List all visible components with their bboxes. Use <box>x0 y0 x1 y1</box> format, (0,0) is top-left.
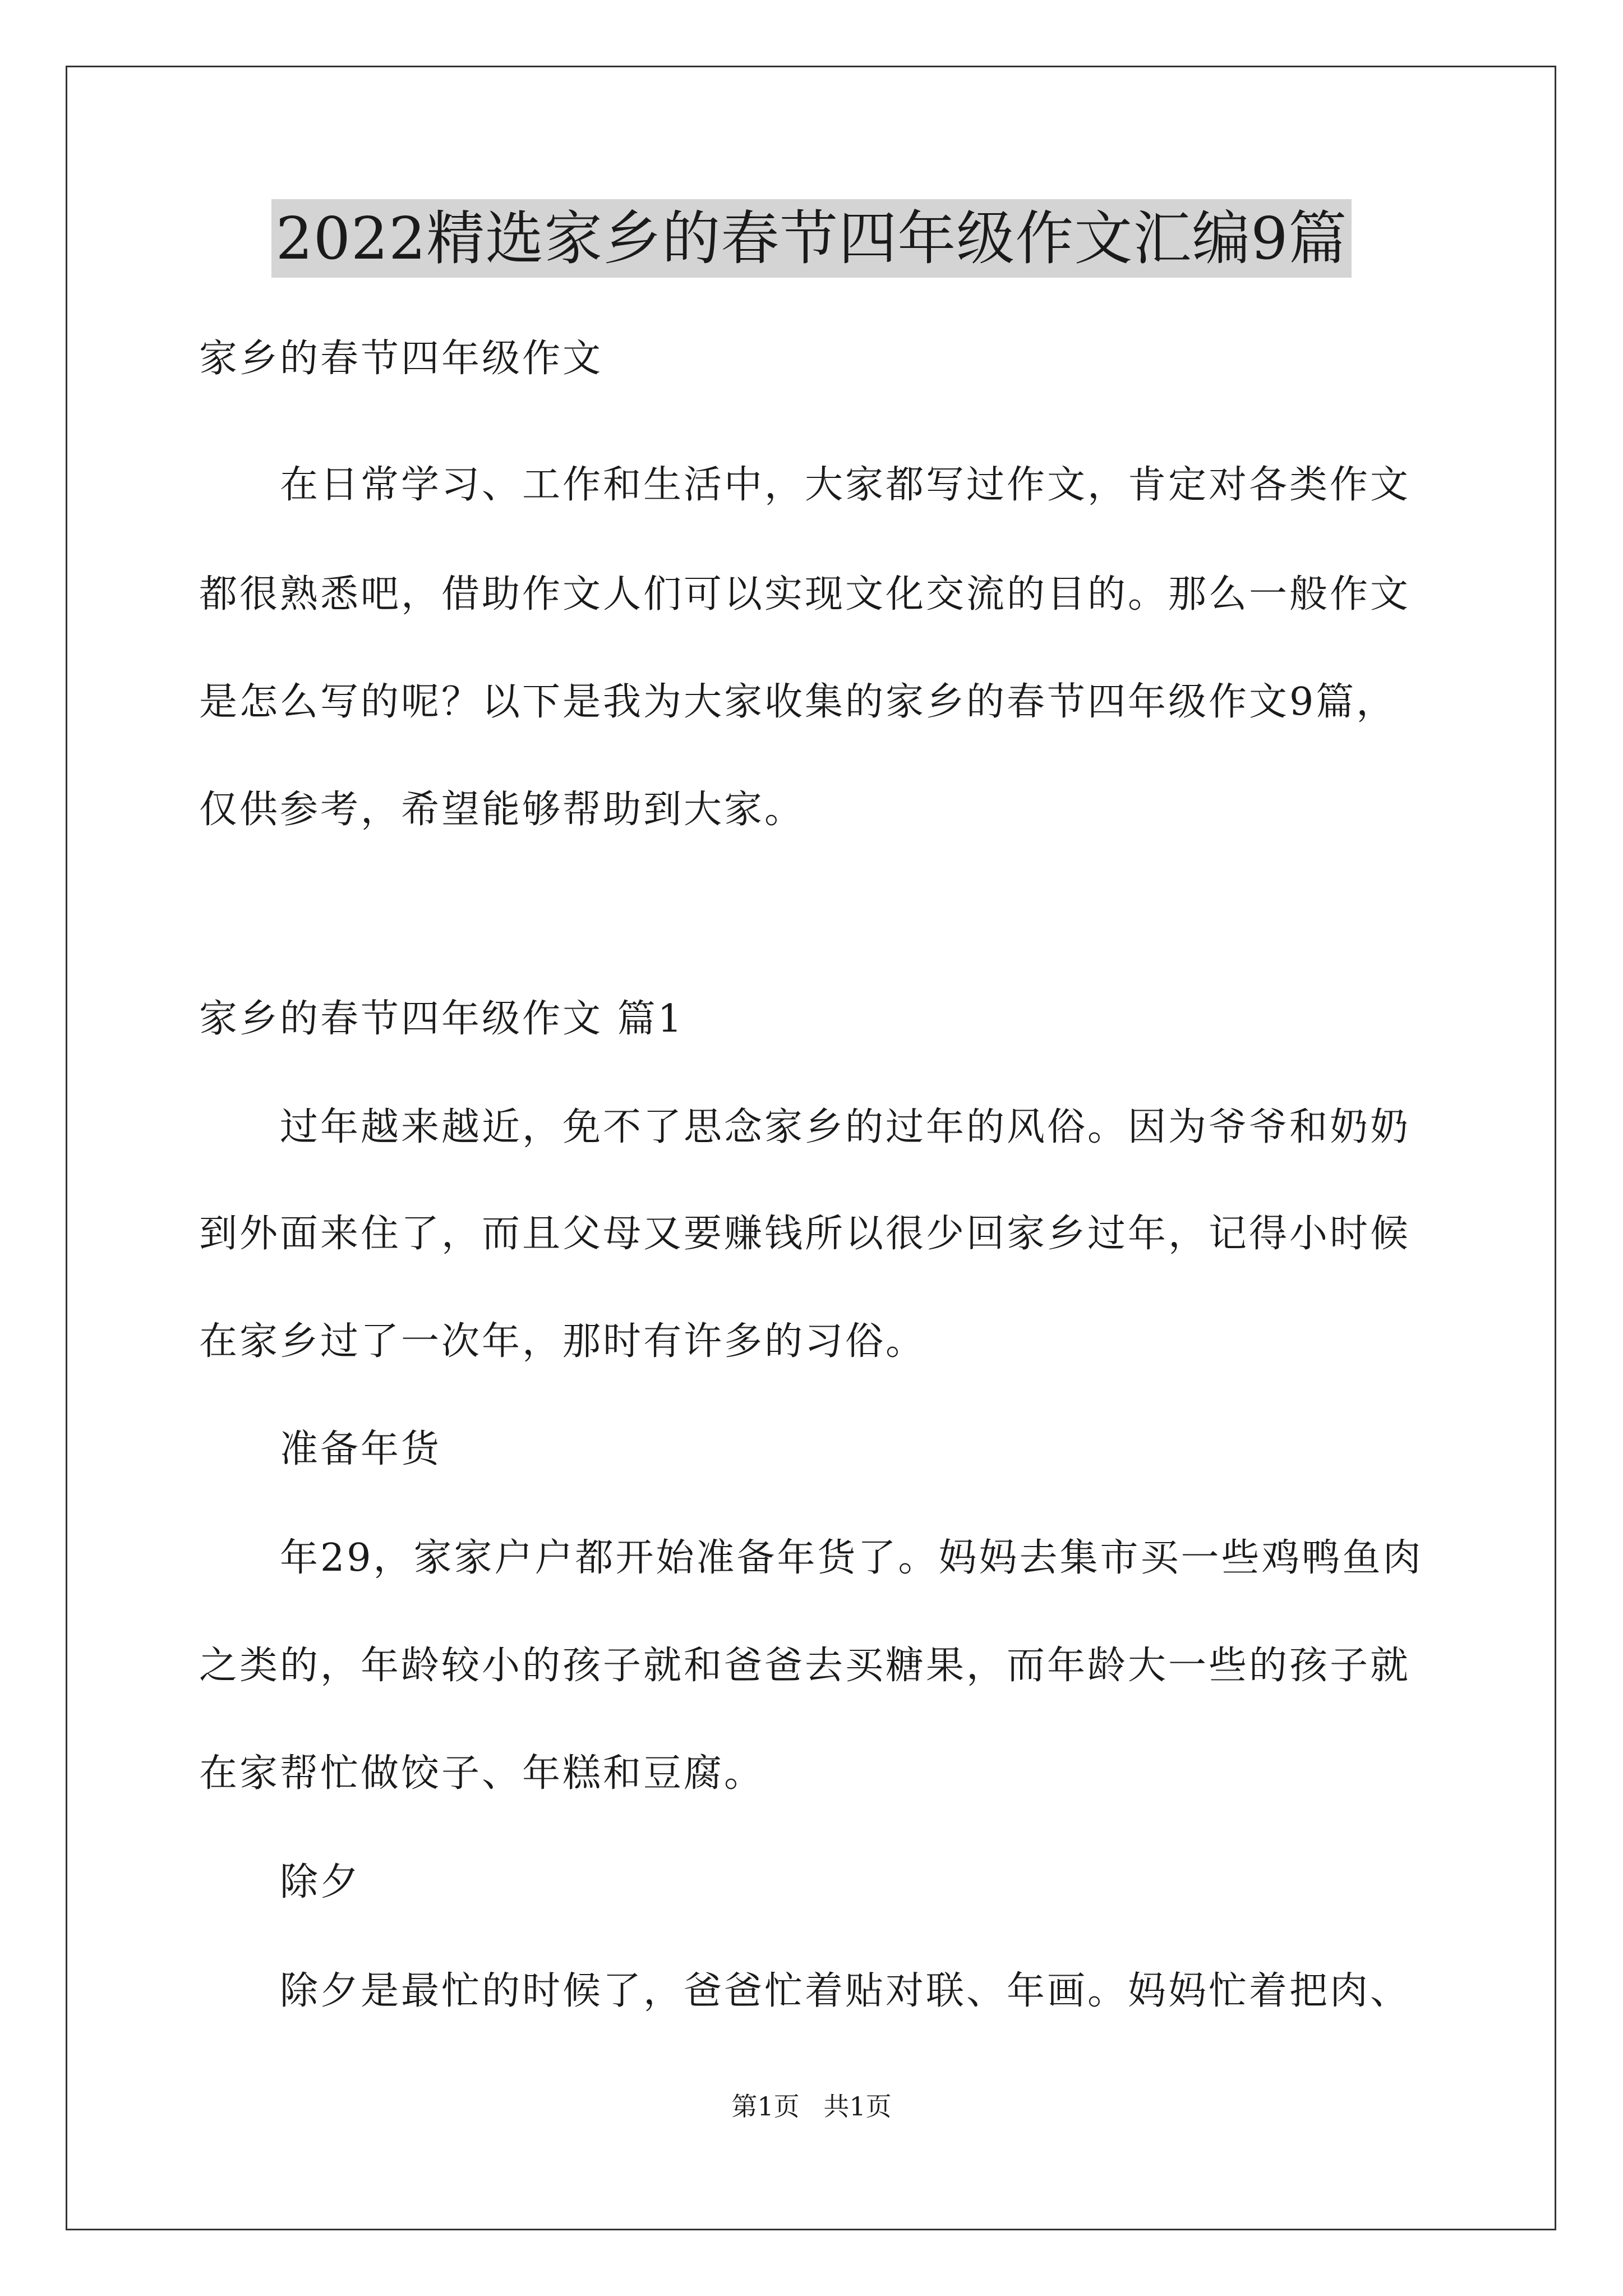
title-wrap <box>0 199 1623 278</box>
page-number: 第1页 <box>731 2091 800 2122</box>
paragraph-line: 年29，家家户户都开始准备年货了。妈妈去集市买一些鸡鸭鱼肉 <box>199 1536 1423 1580</box>
paragraph-line: 在日常学习、工作和生活中，大家都写过作文，肯定对各类作文 <box>199 463 1411 507</box>
paragraph-line: 在家乡过了一次年，那时有许多的习俗。 <box>199 1319 926 1364</box>
paragraph-line: 除夕是最忙的时候了，爸爸忙着贴对联、年画。妈妈忙着把肉、 <box>199 1969 1411 2013</box>
paragraph-line: 过年越来越近，免不了思念家乡的过年的风俗。因为爷爷和奶奶 <box>199 1105 1411 1149</box>
page-footer <box>0 2090 1623 2123</box>
paragraph-line: 仅供参考，希望能够帮助到大家。 <box>199 788 805 832</box>
paragraph-line: 在家帮忙做饺子、年糕和豆腐。 <box>199 1751 765 1796</box>
subheading-line: 除夕 <box>199 1860 361 1904</box>
section-heading: 家乡的春节四年级作文 <box>199 337 603 381</box>
paragraph-line: 都很熟悉吧，借助作文人们可以实现文化交流的目的。那么一般作文 <box>199 572 1411 616</box>
paragraph-line: 之类的，年龄较小的孩子就和爸爸去买糖果，而年龄大一些的孩子就 <box>199 1644 1411 1688</box>
paragraph-line: 是怎么写的呢？以下是我为大家收集的家乡的春节四年级作文9篇， <box>199 680 1397 724</box>
subheading-line: 准备年货 <box>199 1427 442 1471</box>
section-heading: 家乡的春节四年级作文 篇1 <box>199 997 684 1041</box>
document-title: 2022精选家乡的春节四年级作文汇编9篇 <box>271 199 1352 278</box>
paragraph-line: 到外面来住了，而且父母又要赚钱所以很少回家乡过年，记得小时候 <box>199 1212 1411 1256</box>
page-total: 共1页 <box>823 2091 892 2122</box>
